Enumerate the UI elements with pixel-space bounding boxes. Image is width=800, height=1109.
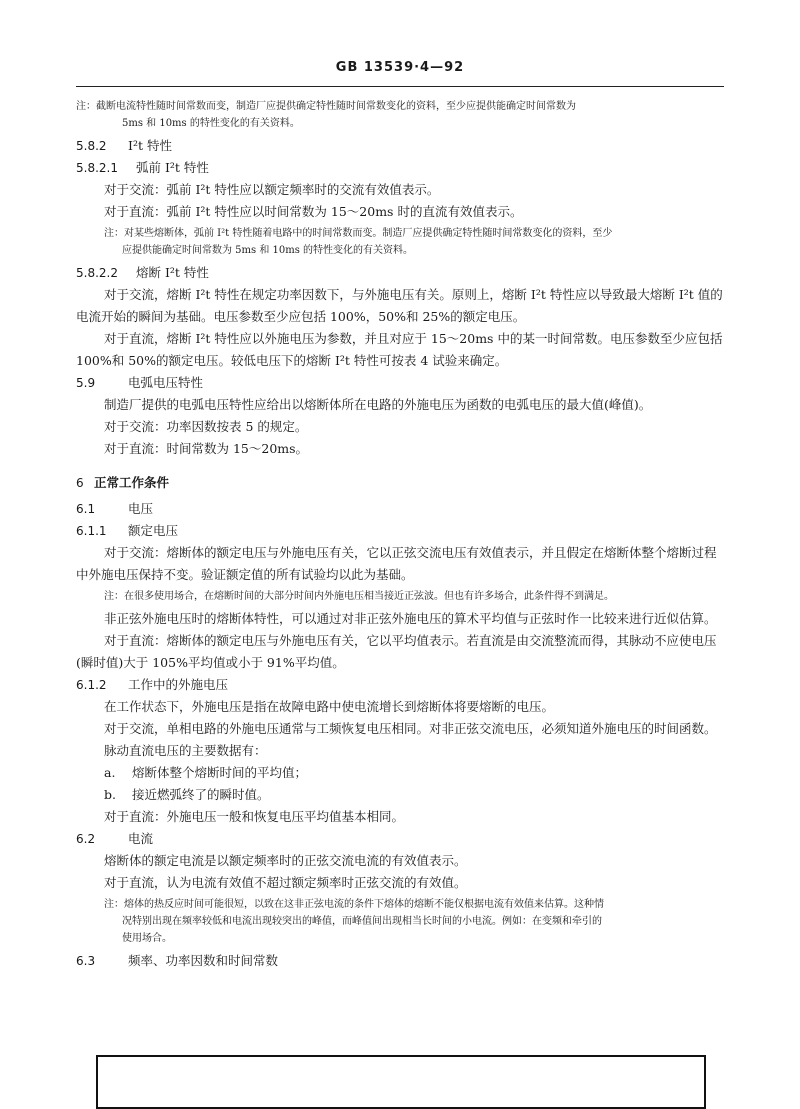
note-line: 注：截断电流特性随时间常数而变，制造厂应提供确定特性随时间常数变化的资料，至少应提供能确定时间常数为 (76, 101, 576, 112)
section-title: 电弧电压特性 (128, 375, 204, 390)
page-header-code: GB 13539·4—92 (335, 60, 465, 75)
section-title: I²t 特性 (128, 138, 172, 153)
paragraph: 对于直流：时间常数为 15～20ms。 (104, 441, 309, 456)
paragraph: 在工作状态下，外施电压是指在故障电路中使电流增长到熔断体将要熔断的电压。 (104, 699, 555, 714)
note (76, 225, 724, 259)
section-title: 工作中的外施电压 (128, 677, 229, 692)
section-heading (76, 157, 724, 179)
note-line: 况特别出现在频率较低和电流出现较突出的峰值，而峰值间出现相当长时间的小电流。例如：在变频和牵引的 (122, 916, 602, 927)
section-number: 5.8.2 (76, 139, 107, 153)
section-number: 6.2 (76, 832, 96, 846)
section-heading (76, 372, 724, 394)
section-heading (76, 674, 724, 696)
list-marker: a. (104, 765, 116, 780)
note-line: 应提供能确定时间常数为 5ms 和 10ms 的特性变化的有关资料。 (122, 245, 414, 256)
note-line: 注：熔体的热反应时间可能很短，以致在这非正弦电流的条件下熔体的熔断不能仅根据电流有效值来估算。这种情 (104, 899, 604, 910)
paragraph: 对于直流：外施电压一般和恢复电压平均值基本相同。 (104, 809, 405, 824)
paragraph: 制造厂提供的电弧电压特性应给出以熔断体所在电路的外施电压为函数的电弧电压的最大值(峰值)。 (104, 397, 652, 412)
section-title: 电流 (128, 831, 154, 846)
paragraph: 对于交流，单相电路的外施电压通常与工频恢复电压相同。对非正弦交流电压，必须知道外施电压的时间函数。 (104, 721, 717, 736)
chapter-heading (76, 472, 724, 494)
note-line: 注：对某些熔断体，弧前 I²t 特性随着电路中的时间常数而变。制造厂应提供确定特性随时间常数变化的资料，至少 (104, 228, 613, 239)
note-line: 使用场合。 (122, 933, 172, 944)
section-number: 6.3 (76, 954, 96, 968)
note-line: 5ms 和 10ms 的特性变化的有关资料。 (122, 118, 300, 129)
list-item-text: 熔断体整个熔断时间的平均值； (132, 765, 308, 780)
note (76, 896, 724, 947)
paragraph: 对于交流，熔断 I²t 特性在规定功率因数下，与外施电压有关。原则上，熔断 I²t 特性应以导致最大熔断 I²t 值的电流开始的瞬间为基础。电压参数至少应包括 100%，50%和 25%的额定电压。 (76, 287, 723, 324)
section-heading (76, 520, 724, 542)
chapter-title: 正常工作条件 (94, 475, 170, 490)
section-number: 5.8.2.2 (76, 266, 118, 280)
section-heading (76, 498, 724, 520)
paragraph: 对于交流：功率因数按表 5 的规定。 (104, 419, 308, 434)
footer-box (96, 1055, 706, 1109)
section-number: 6.1.2 (76, 678, 107, 692)
section-number: 6.1 (76, 502, 96, 516)
section-title: 熔断 I²t 特性 (136, 265, 209, 280)
section-title: 电压 (128, 501, 154, 516)
paragraph: 对于交流：弧前 I²t 特性应以额定频率时的交流有效值表示。 (104, 182, 440, 197)
section-heading (76, 950, 724, 972)
header-rule (76, 86, 724, 87)
section-title: 额定电压 (128, 523, 179, 538)
note (76, 98, 724, 132)
chapter-number: 6 (76, 476, 84, 490)
section-number: 6.1.1 (76, 524, 107, 538)
paragraph: 非正弦外施电压时的熔断体特性，可以通过对非正弦外施电压的算术平均值与正弦时作一比较来进行近似估算。 (104, 611, 717, 626)
paragraph: 对于交流：熔断体的额定电压与外施电压有关，它以正弦交流电压有效值表示，并且假定在熔断体整个熔断过程中外施电压保持不变。验证额定值的所有试验均以此为基础。 (76, 545, 717, 582)
document-body (76, 96, 724, 972)
list-item (76, 762, 724, 784)
paragraph: 对于直流：熔断体的额定电压与外施电压有关，它以平均值表示。若直流是由交流整流而得，其脉动不应使电压(瞬时值)大于 105%平均值或小于 91%平均值。 (76, 633, 717, 670)
note (76, 588, 724, 605)
list-item (76, 784, 724, 806)
section-number: 5.9 (76, 376, 96, 390)
section-title: 弧前 I²t 特性 (136, 160, 209, 175)
section-heading (76, 262, 724, 284)
paragraph: 对于直流，认为电流有效值不超过额定频率时正弦交流的有效值。 (104, 875, 467, 890)
paragraph: 脉动直流电压的主要数据有： (104, 743, 267, 758)
section-heading (76, 828, 724, 850)
section-number: 5.8.2.1 (76, 161, 118, 175)
section-title: 频率、功率因数和时间常数 (128, 953, 279, 968)
section-heading (76, 135, 724, 157)
paragraph: 对于直流，熔断 I²t 特性应以外施电压为参数，并且对应于 15～20ms 中的某一时间常数。电压参数至少应包括 100%和 50%的额定电压。较低电压下的熔断 I²t 特性可按表 4 试验来确定。 (76, 331, 723, 368)
list-item-text: 接近燃弧终了的瞬时值。 (132, 787, 270, 802)
paragraph: 对于直流：弧前 I²t 特性应以时间常数为 15～20ms 时的直流有效值表示。 (104, 204, 523, 219)
note-line: 注：在很多使用场合，在熔断时间的大部分时间内外施电压相当接近正弦波。但也有许多场合，此条件得不到满足。 (104, 591, 614, 602)
paragraph: 熔断体的额定电流是以额定频率时的正弦交流电流的有效值表示。 (104, 853, 467, 868)
list-marker: b. (104, 787, 116, 802)
